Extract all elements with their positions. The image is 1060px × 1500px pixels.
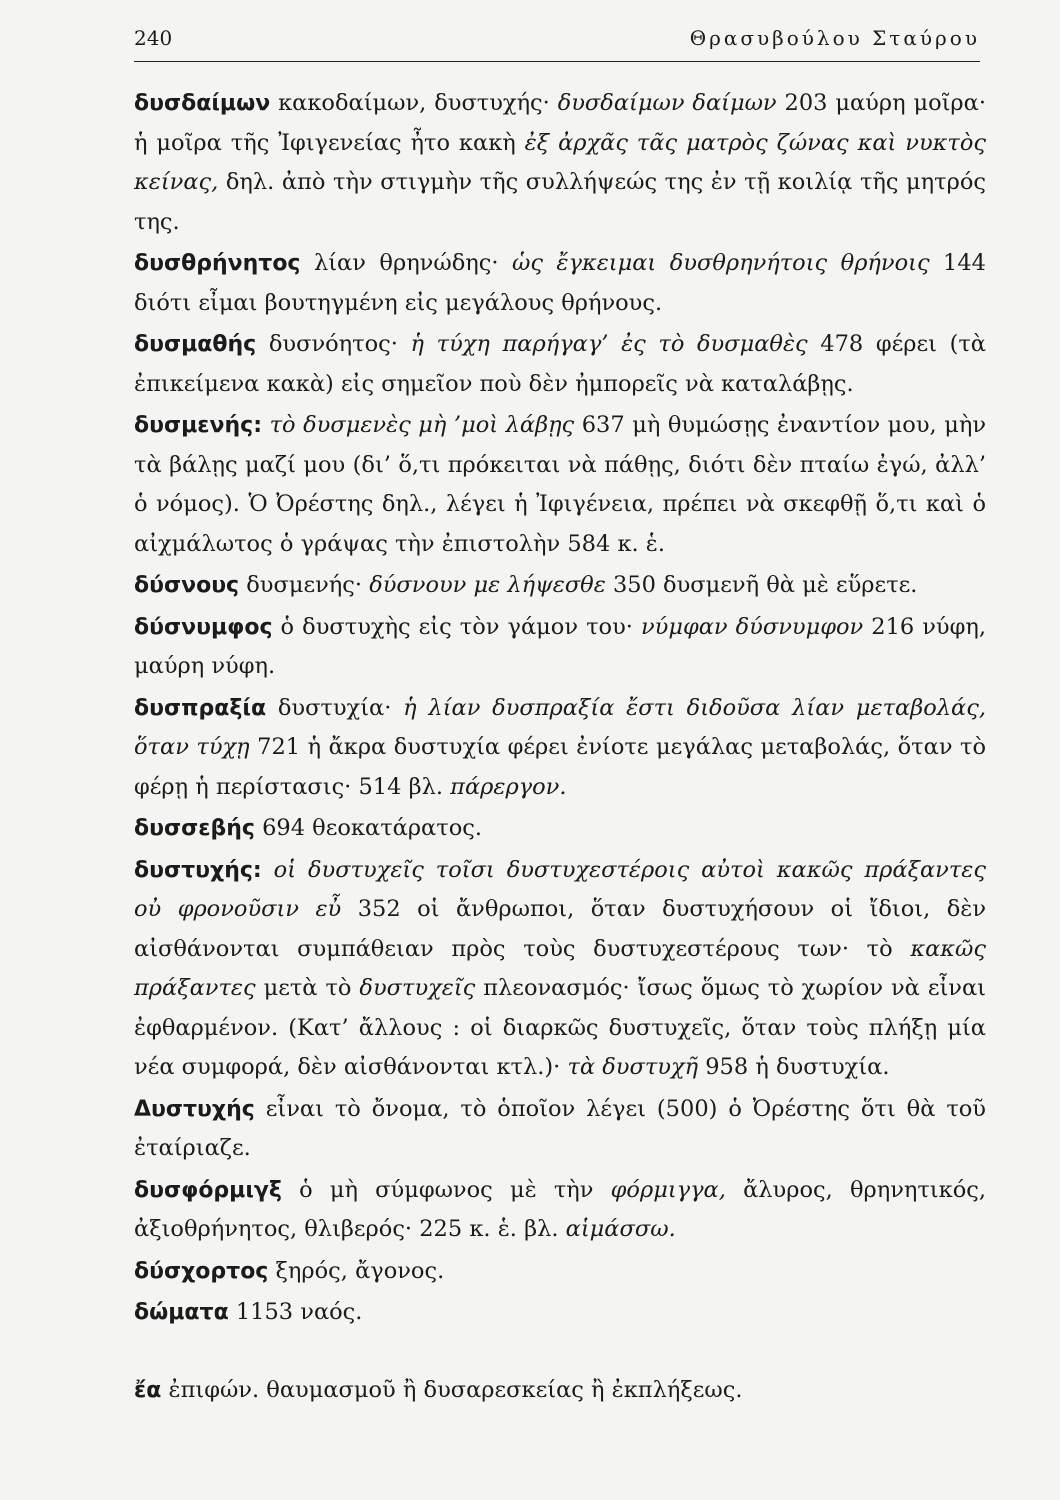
definition: ἐπιφών. θαυμασμοῦ ἢ δυσαρεσκείας ἢ ἐκπλήξεως. (161, 1376, 743, 1403)
entry-dysnymphos (134, 608, 986, 687)
explanation: ἄλυρος, θρηνητικός, ἀξιοθρήνητος, θλιβερός· 225 κ. ἑ. βλ. (134, 1176, 986, 1242)
headword: δύσχορτος (134, 1258, 269, 1284)
explanation: 144 διότι εἶμαι βουτηγμένη εἰς μεγάλους θρήνους. (134, 250, 987, 316)
entry-domata (134, 1293, 986, 1333)
headword: δυσσεβής (134, 816, 255, 841)
quotation: ἡ λίαν δυσπραξία ἔστι διδοῦσα λίαν μεταβολάς, ὅταν τύχῃ (134, 694, 986, 760)
explanation: δηλ. ἀπὸ τὴν στιγμὴν τῆς συλλήψεώς της ἐν τῇ κοιλίᾳ τῆς μητρός της. (134, 169, 986, 235)
definition: ξηρός, ἄγονος. (268, 1257, 445, 1284)
entry-dystyches-name (134, 1090, 986, 1169)
headword: δυστυχής: (134, 857, 262, 883)
spacer (262, 412, 270, 438)
definition: δυστυχία· (266, 694, 392, 721)
explanation: 478 φέρει (τὰ ἐπικείμενα κακὰ) εἰς σημεῖον ποὺ δὲν ἠμπορεῖς νὰ καταλάβῃς. (134, 331, 986, 397)
headword: δυσδαίμων (134, 91, 271, 116)
explanation: 352 οἱ ἄνθρωποι, ὅταν δυστυχήσουν οἱ ἴδιοι, δὲν αἰσθάνονται συμπάθειαν πρὸς τοὺς δυστυχεστέρους των· τὸ (134, 896, 986, 962)
quotation: δύσνουν με λήψεσθε (362, 572, 606, 598)
headword: δυσθρήνητος (134, 251, 301, 276)
definition: κακοδαίμων, δυστυχής· (270, 90, 550, 116)
entry-dyspraxia (134, 689, 986, 808)
quotation: τὸ δυσμενὲς μὴ ’μοὶ λάβῃς (269, 412, 575, 438)
definition: λίαν θρηνώδης· (300, 250, 499, 276)
quotation: δυσδαίμων δαίμων (549, 90, 777, 116)
cross-reference: αἱμάσσω. (558, 1216, 676, 1242)
explanation: 216 νύφη, μαύρη νύφη. (134, 613, 986, 679)
quotation: ὡς ἔγκειμαι δυσθρηνήτοις θρήνοις (498, 250, 930, 276)
headword: δύσνυμφος (134, 614, 273, 640)
entry-dysdaimon (134, 84, 986, 242)
headword: ἔα (134, 1377, 162, 1403)
page-header (134, 22, 980, 58)
quotation: τὰ δυστυχῆ (560, 1054, 699, 1080)
page-number: 240 (134, 26, 173, 50)
entry-dysthrenetos (134, 244, 986, 323)
headword: δυσφόρμιγξ (134, 1177, 282, 1203)
explanation: 958 ἡ δυστυχία. (698, 1054, 890, 1080)
cross-reference: πάρεργον. (443, 773, 567, 800)
quotation: νύμφαν δύσνυμφον (632, 613, 864, 640)
definition: ὁ δυστυχὴς εἰς τὸν γάμον του· (272, 613, 633, 640)
definition: 694 θεοκατάρατος. (254, 815, 483, 841)
glossary-body (134, 84, 986, 1412)
quotation: δυστυχεῖς (351, 975, 476, 1001)
quotation: οἱ δυστυχεῖς τοῖσι δυστυχεστέροις αὐτοὶ κακῶς πράξαντες οὐ φρονοῦσιν εὖ (134, 856, 986, 922)
entry-ea (134, 1371, 986, 1411)
entry-dysmathes (134, 325, 986, 404)
quotation: ἡ τύχη παρήγαγ’ ἐς τὸ δυσμαθὲς (397, 331, 808, 357)
explanation: πλεονασμός· ἴσως ὅμως τὸ χωρίον νὰ εἶναι ἐφθαρμένον. (Κατ’ ἄλλους : οἱ διαρκῶς δυστυχεῖς, ὅταν τοὺς πλήξῃ μία νέα συμφορά, δὲν αἰσθάνονται κτλ.)· (134, 975, 986, 1080)
headword: δώματα (134, 1300, 229, 1325)
quotation: κακῶς πράξαντες (134, 935, 986, 1001)
quotation: ἐξ ἀρχᾶς τᾶς ματρὸς ζώνας καὶ νυκτὸς κείνας, (134, 129, 987, 195)
headword: Δυστυχής (134, 1096, 255, 1122)
entry-dyssebes (134, 809, 986, 849)
explanation: μετὰ τὸ (255, 975, 352, 1001)
entry-dysnous (134, 566, 986, 606)
header-rule (134, 61, 980, 62)
definition: εἶναι τὸ ὄνομα, τὸ ὁποῖον λέγει (500) ὁ Ὀρέστης ὅτι θὰ τοῦ ἐταίριαζε. (134, 1095, 986, 1161)
entry-dystyches (134, 851, 986, 1088)
definition: δυσνόητος· (256, 331, 398, 357)
headword: δυσπραξία (134, 695, 267, 721)
definition: 1153 ναός. (228, 1299, 363, 1325)
quotation: φόρμιγγα, (593, 1176, 726, 1203)
explanation: 203 μαύρη μοῖρα· ἡ μοῖρα τῆς Ἰφιγενείας ἦτο κακὴ (134, 90, 987, 156)
headword: δυσμενής: (134, 413, 263, 438)
entry-dysmenes (134, 406, 986, 564)
explanation: 721 ἡ ἄκρα δυστυχία φέρει ἐνίοτε μεγάλας μεταβολάς, ὅταν τὸ φέρῃ ἡ περίστασις· 514 βλ. (134, 734, 987, 800)
entry-dyschortos (134, 1252, 986, 1292)
definition: ὁ μὴ σύμφωνος μὲ τὴν (281, 1176, 594, 1203)
headword: δυσμαθής (134, 332, 257, 357)
explanation: 350 δυσμενῆ θὰ μὲ εὕρετε. (605, 572, 918, 598)
headword: δύσνους (134, 573, 240, 598)
explanation: 637 μὴ θυμώσῃς ἐναντίον μου, μὴν τὰ βάλῃς μαζί μου (δι’ ὅ,τι πρόκειται νὰ πάθῃς, διότι δὲν πταίω ἐγώ, ἀλλ’ ὁ νόμος). Ὁ Ὀρέστης δηλ., λέγει ἡ Ἰφιγένεια, πρέπει νὰ σκεφθῇ ὅ,τι καὶ ὁ αἰχμάλωτος ὁ γράψας τὴν ἐπιστολὴν 584 κ. ἑ. (134, 412, 987, 557)
definition: δυσμενής· (239, 572, 363, 598)
spacer (262, 857, 274, 883)
entry-dysphormigx (134, 1171, 986, 1250)
running-head: Θρασυβούλου Σταύρου (689, 26, 980, 50)
